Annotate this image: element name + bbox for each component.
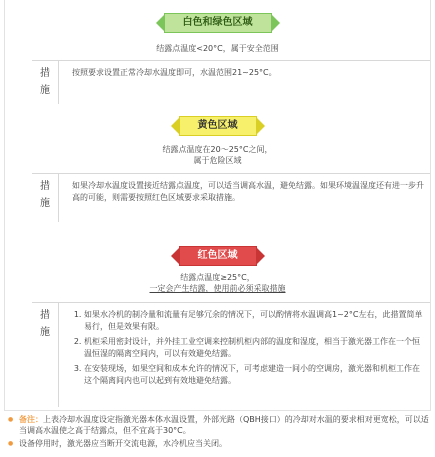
measure-label: 措 施 (32, 61, 59, 104)
measure-text: 如果冷却水温度设置接近结露点温度，可以适当调高水温，避免结露。如果环境温湿度还有进一步升高的可能，则需要按照红色区域要求采取措施。 (72, 181, 424, 202)
zone-white-green-measure (32, 60, 430, 104)
zone-yellow-banner: 黄色区域 (179, 116, 257, 136)
list-item: 3. 在安装现场，如果空间和成本允许的情况下，可考虑建造一间小的空调房，激光器和机柜工作在这个隔离间内也可以起到有效地避免结露。 (84, 363, 426, 387)
note-item: ● 设备停用时，激光器应当断开交流电源，水冷机应当关闭。 (8, 438, 430, 449)
zone-red-header (4, 246, 431, 266)
zone-yellow-measure (32, 173, 430, 222)
zone-white-green-header (4, 13, 431, 33)
zone-white-green-condition: 结露点温度<20°C，属于安全范围 (156, 44, 279, 53)
zone-red-banner: 红色区域 (179, 246, 257, 266)
zone-yellow-header (4, 116, 431, 136)
note-item: ● 备注：上表冷却水温度设定指激光器本体水温设置，外部光路（QBH接口）的冷却对水温的要求相对更宽松，可以适当调高水温使之高于结露点，但不宜高于30°C。 (8, 414, 430, 436)
zone-red-measure (32, 302, 430, 407)
measure-list (72, 309, 426, 390)
notes (8, 414, 430, 451)
list-item: 2. 机柜采用密封设计，并外挂工业空调来控制机柜内部的温度和湿度，相当于激光器工作在一个恒温恒湿的隔离空间内，可以有效避免结露。 (84, 336, 426, 360)
zone-yellow-condition: 结露点温度在20～25°C之间， 属于危险区域 (162, 145, 273, 165)
dew-point-guide (4, 0, 431, 457)
zone-white-green-banner: 白色和绿色区域 (164, 13, 272, 33)
measure-label: 措 施 (32, 303, 59, 407)
list-item: 1. 如果水冷机的制冷量和流量有足够冗余的情况下，可以酌情将水温调高1~2°C左右，此措置简单易行，但是效果有限。 (84, 309, 426, 333)
measure-label: 措 施 (32, 174, 59, 222)
zone-red-condition: 结露点温度≥25°C， 一定会产生结露，使用前必须采取措施 (149, 273, 286, 293)
measure-text: 按照要求设置正常冷却水温度即可，水温范围21~25°C。 (72, 68, 277, 77)
